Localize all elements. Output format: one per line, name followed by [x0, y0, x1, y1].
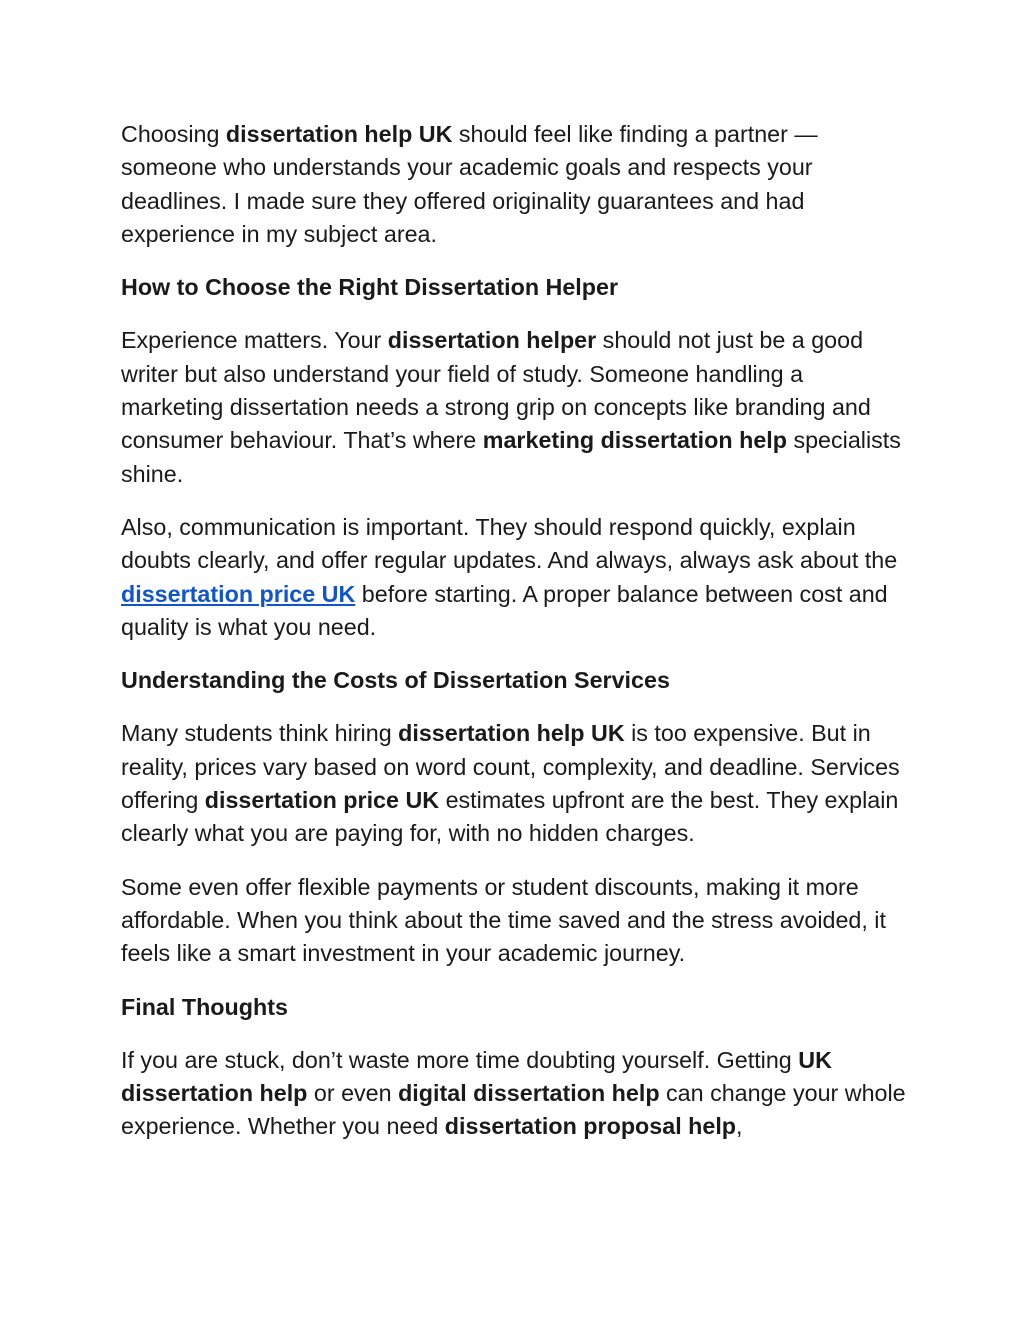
- text-span: Some even offer flexible payments or student discounts, making it more affordable. When you think about the time saved and the stress avoided, it feels like a smart investment in your academic journey.: [121, 873, 886, 967]
- bold-keyword: digital dissertation help: [398, 1080, 660, 1107]
- text-span: can change your whole experience. Whether you need: [121, 1080, 906, 1140]
- communication-paragraph: [121, 511, 911, 644]
- document-page: [121, 118, 911, 1164]
- bold-keyword: UK dissertation help: [121, 1046, 832, 1107]
- bold-keyword: marketing dissertation help: [482, 427, 787, 454]
- bold-keyword: dissertation price UK: [204, 787, 440, 814]
- dissertation-price-uk-link[interactable]: dissertation price UK: [121, 580, 356, 607]
- experience-paragraph: [121, 324, 911, 490]
- bold-keyword: dissertation proposal help: [444, 1113, 737, 1140]
- text-span: is too expensive. But in reality, prices vary based on word count, complexity, and deadline. Services offering: [121, 720, 900, 814]
- payments-paragraph: [121, 871, 911, 971]
- text-span: specialists shine.: [121, 427, 901, 487]
- text-span: Many students think hiring: [121, 720, 399, 747]
- section-heading-final-thoughts: Final Thoughts: [121, 993, 288, 1020]
- text-span: before starting. A proper balance between cost and quality is what you need.: [121, 580, 888, 640]
- bold-keyword: dissertation helper: [387, 327, 597, 354]
- text-span: should not just be a good writer but also understand your field of study. Someone handling a marketing dissertation needs a strong grip on concepts like branding and consumer behaviour. That’s where: [121, 327, 871, 454]
- text-span: Choosing: [121, 121, 226, 147]
- costs-paragraph: [121, 717, 911, 850]
- bold-keyword: dissertation help UK: [225, 121, 453, 147]
- text-span: Also, communication is important. They should respond quickly, explain doubts clearly, and offer regular updates. And always, always ask about the: [121, 513, 898, 574]
- bold-keyword: dissertation help UK: [398, 720, 625, 747]
- text-span: Experience matters. Your: [121, 327, 388, 354]
- final-paragraph: [121, 1044, 911, 1144]
- text-span: should feel like finding a partner — someone who understands your academic goals and respects your deadlines. I made sure they offered originality guarantees and had experience in my subject area.: [121, 121, 818, 247]
- intro-paragraph: [121, 118, 911, 251]
- text-span: or even: [307, 1080, 399, 1107]
- text-span: estimates upfront are the best. They explain clearly what you are paying for, with no hidden charges.: [121, 787, 899, 847]
- section-heading-choose-helper: How to Choose the Right Dissertation Helper: [121, 274, 619, 301]
- section-heading-costs: Understanding the Costs of Dissertation Services: [121, 667, 670, 694]
- text-span: ,: [736, 1113, 743, 1140]
- text-span: If you are stuck, don’t waste more time doubting yourself. Getting: [121, 1046, 799, 1073]
